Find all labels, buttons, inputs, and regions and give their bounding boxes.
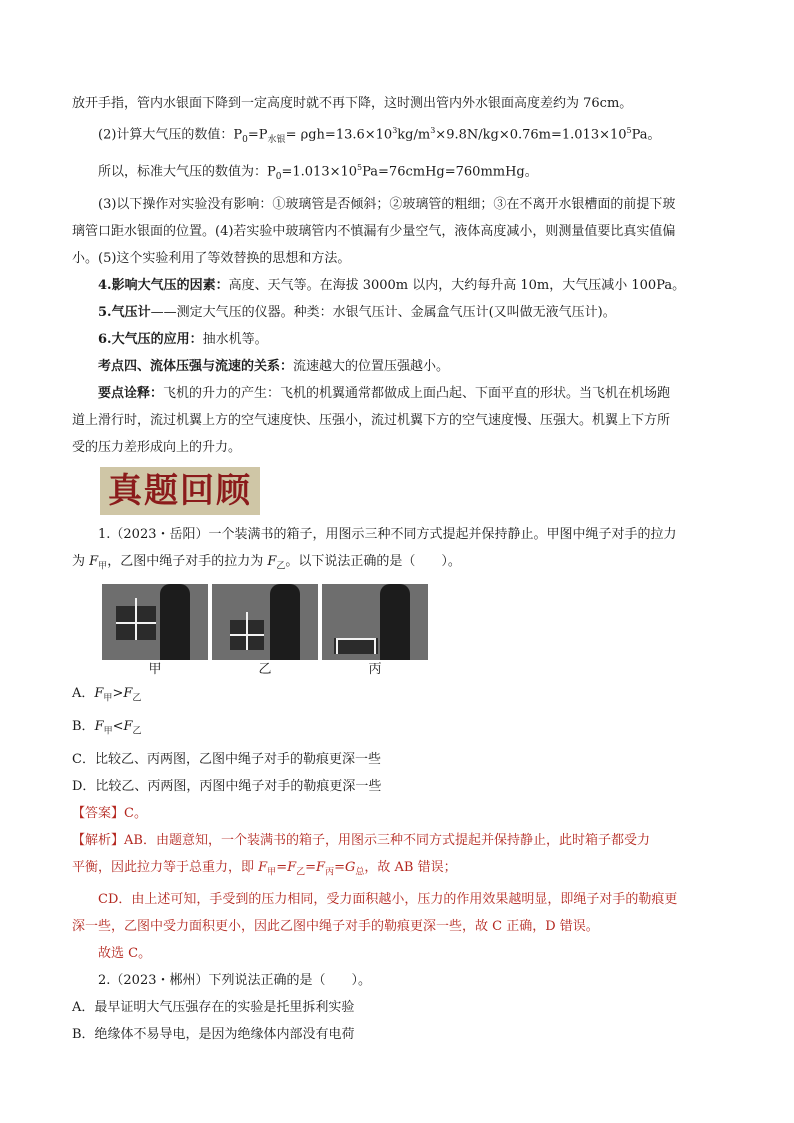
rope bbox=[374, 638, 376, 654]
rope bbox=[135, 598, 137, 640]
paragraph-application: 6.大气压的应用：抽水机等。 bbox=[98, 331, 268, 347]
paragraph-factors: 4.影响大气压的因素：高度、天气等。在海拔 3000m 以内，大约每升高 10m，大气压减小 100Pa。 bbox=[98, 277, 686, 293]
option-a: A．$F_甲>F_乙$ bbox=[72, 686, 142, 705]
question-1: 1.（2023・岳阳）一个装满书的箱子，用图示三种不同方式提起并保持静止。甲图中绳子对手的拉力 bbox=[98, 526, 677, 542]
explanation: 【解析】AB．由题意知，一个装满书的箱子，用图示三种不同方式提起并保持静止，此时箱子都受力 bbox=[72, 832, 650, 848]
book-box bbox=[334, 638, 378, 654]
caption-yi: 乙 bbox=[258, 662, 272, 678]
explanation-line: CD．由上述可知，手受到的压力相同，受力面积越小，压力的作用效果越明显，即绳子对手的勒痕更 bbox=[98, 892, 678, 908]
rope bbox=[336, 638, 376, 640]
paragraph-line: (3)以下操作对实验没有影响：①玻璃管是否倾斜；②玻璃管的粗细；③在不离开水银槽面的前提下玻 bbox=[98, 196, 676, 212]
photo-bing bbox=[322, 584, 428, 660]
choose-line: 故选 C。 bbox=[98, 946, 152, 962]
paragraph-line: 小。(5)这个实验利用了等效替换的思想和方法。 bbox=[72, 250, 351, 266]
caption-jia: 甲 bbox=[148, 662, 162, 678]
option-c: C．比较乙、丙两图，乙图中绳子对手的勒痕更深一些 bbox=[72, 751, 381, 767]
paragraph-fluid: 考点四、流体压强与流速的关系：流速越大的位置压强越小。 bbox=[98, 358, 450, 374]
explanation-line: 深一些，乙图中受力面积更小，因此乙图中绳子对手的勒痕更深一些，故 C 正确，D 错误。 bbox=[72, 919, 599, 935]
paragraph-barometer: 5.气压计——测定大气压的仪器。种类：水银气压计、金属盒气压计(又叫做无液气压计)。 bbox=[98, 304, 616, 320]
caption-bing: 丙 bbox=[368, 662, 382, 678]
paragraph-pressure-calc: (2)计算大气压的数值：$P_0=P_{水银}= \rho gh=13.6\times 10^3kg/m^3\times 9.8N/kg\times 0.76m=1.013\times 10^5Pa$。 bbox=[98, 126, 661, 145]
person-figure bbox=[160, 584, 190, 660]
person-figure bbox=[270, 584, 300, 660]
section-banner: 真题回顾 bbox=[100, 467, 260, 515]
photo-jia bbox=[102, 584, 208, 660]
rope bbox=[336, 638, 338, 654]
figure-photos bbox=[102, 584, 722, 660]
figure-captions bbox=[102, 660, 722, 680]
document-page bbox=[72, 90, 722, 1048]
paragraph: 放开手指，管内水银面下降到一定高度时就不再下降，这时测出管内外水银面高度差约为 76cm。 bbox=[72, 96, 633, 111]
explanation-line: 平衡，因此拉力等于总重力，即 $F_甲=F_乙=F_丙=G_总$，故 AB 错误； bbox=[72, 859, 457, 878]
paragraph-standard-pressure: 所以，标准大气压的数值为：$P_0=1.013\times 10^5Pa=76cmHg=760mmHg$。 bbox=[98, 162, 538, 182]
question-2-option-a: A．最早证明大气压强存在的实验是托里拆利实验 bbox=[72, 1000, 355, 1016]
paragraph-lift: 要点诠释：飞机的升力的产生：飞机的机翼通常都做成上面凸起、下面平直的形状。当飞机在机场跑 bbox=[98, 385, 671, 401]
person-figure bbox=[380, 584, 410, 660]
rope bbox=[246, 612, 248, 650]
question-1-line2: 为 $F_甲$，乙图中绳子对手的拉力为 $F_乙$。以下说法正确的是（ ）。 bbox=[72, 553, 461, 572]
paragraph-line: 道上滑行时，流过机翼上方的空气速度快、压强小，流过机翼下方的空气速度慢、压强大。机翼上下方所 bbox=[72, 412, 671, 428]
question-2-option-b: B．绝缘体不易导电，是因为绝缘体内部没有电荷 bbox=[72, 1027, 355, 1043]
paragraph-line: 璃管口距水银面的位置。(4)若实验中玻璃管内不慎漏有少量空气，液体高度减小，则测量值要比真实值偏 bbox=[72, 223, 676, 239]
paragraph-line: 受的压力差形成向上的升力。 bbox=[72, 439, 242, 455]
option-d: D．比较乙、丙两图，丙图中绳子对手的勒痕更深一些 bbox=[72, 778, 382, 794]
option-b: B．$F_甲<F_乙$ bbox=[72, 719, 142, 737]
rope bbox=[116, 622, 156, 624]
rope bbox=[230, 634, 264, 636]
question-2: 2.（2023・郴州）下列说法正确的是（ ）。 bbox=[98, 973, 371, 989]
answer: 【答案】C。 bbox=[72, 805, 147, 821]
photo-yi bbox=[212, 584, 318, 660]
